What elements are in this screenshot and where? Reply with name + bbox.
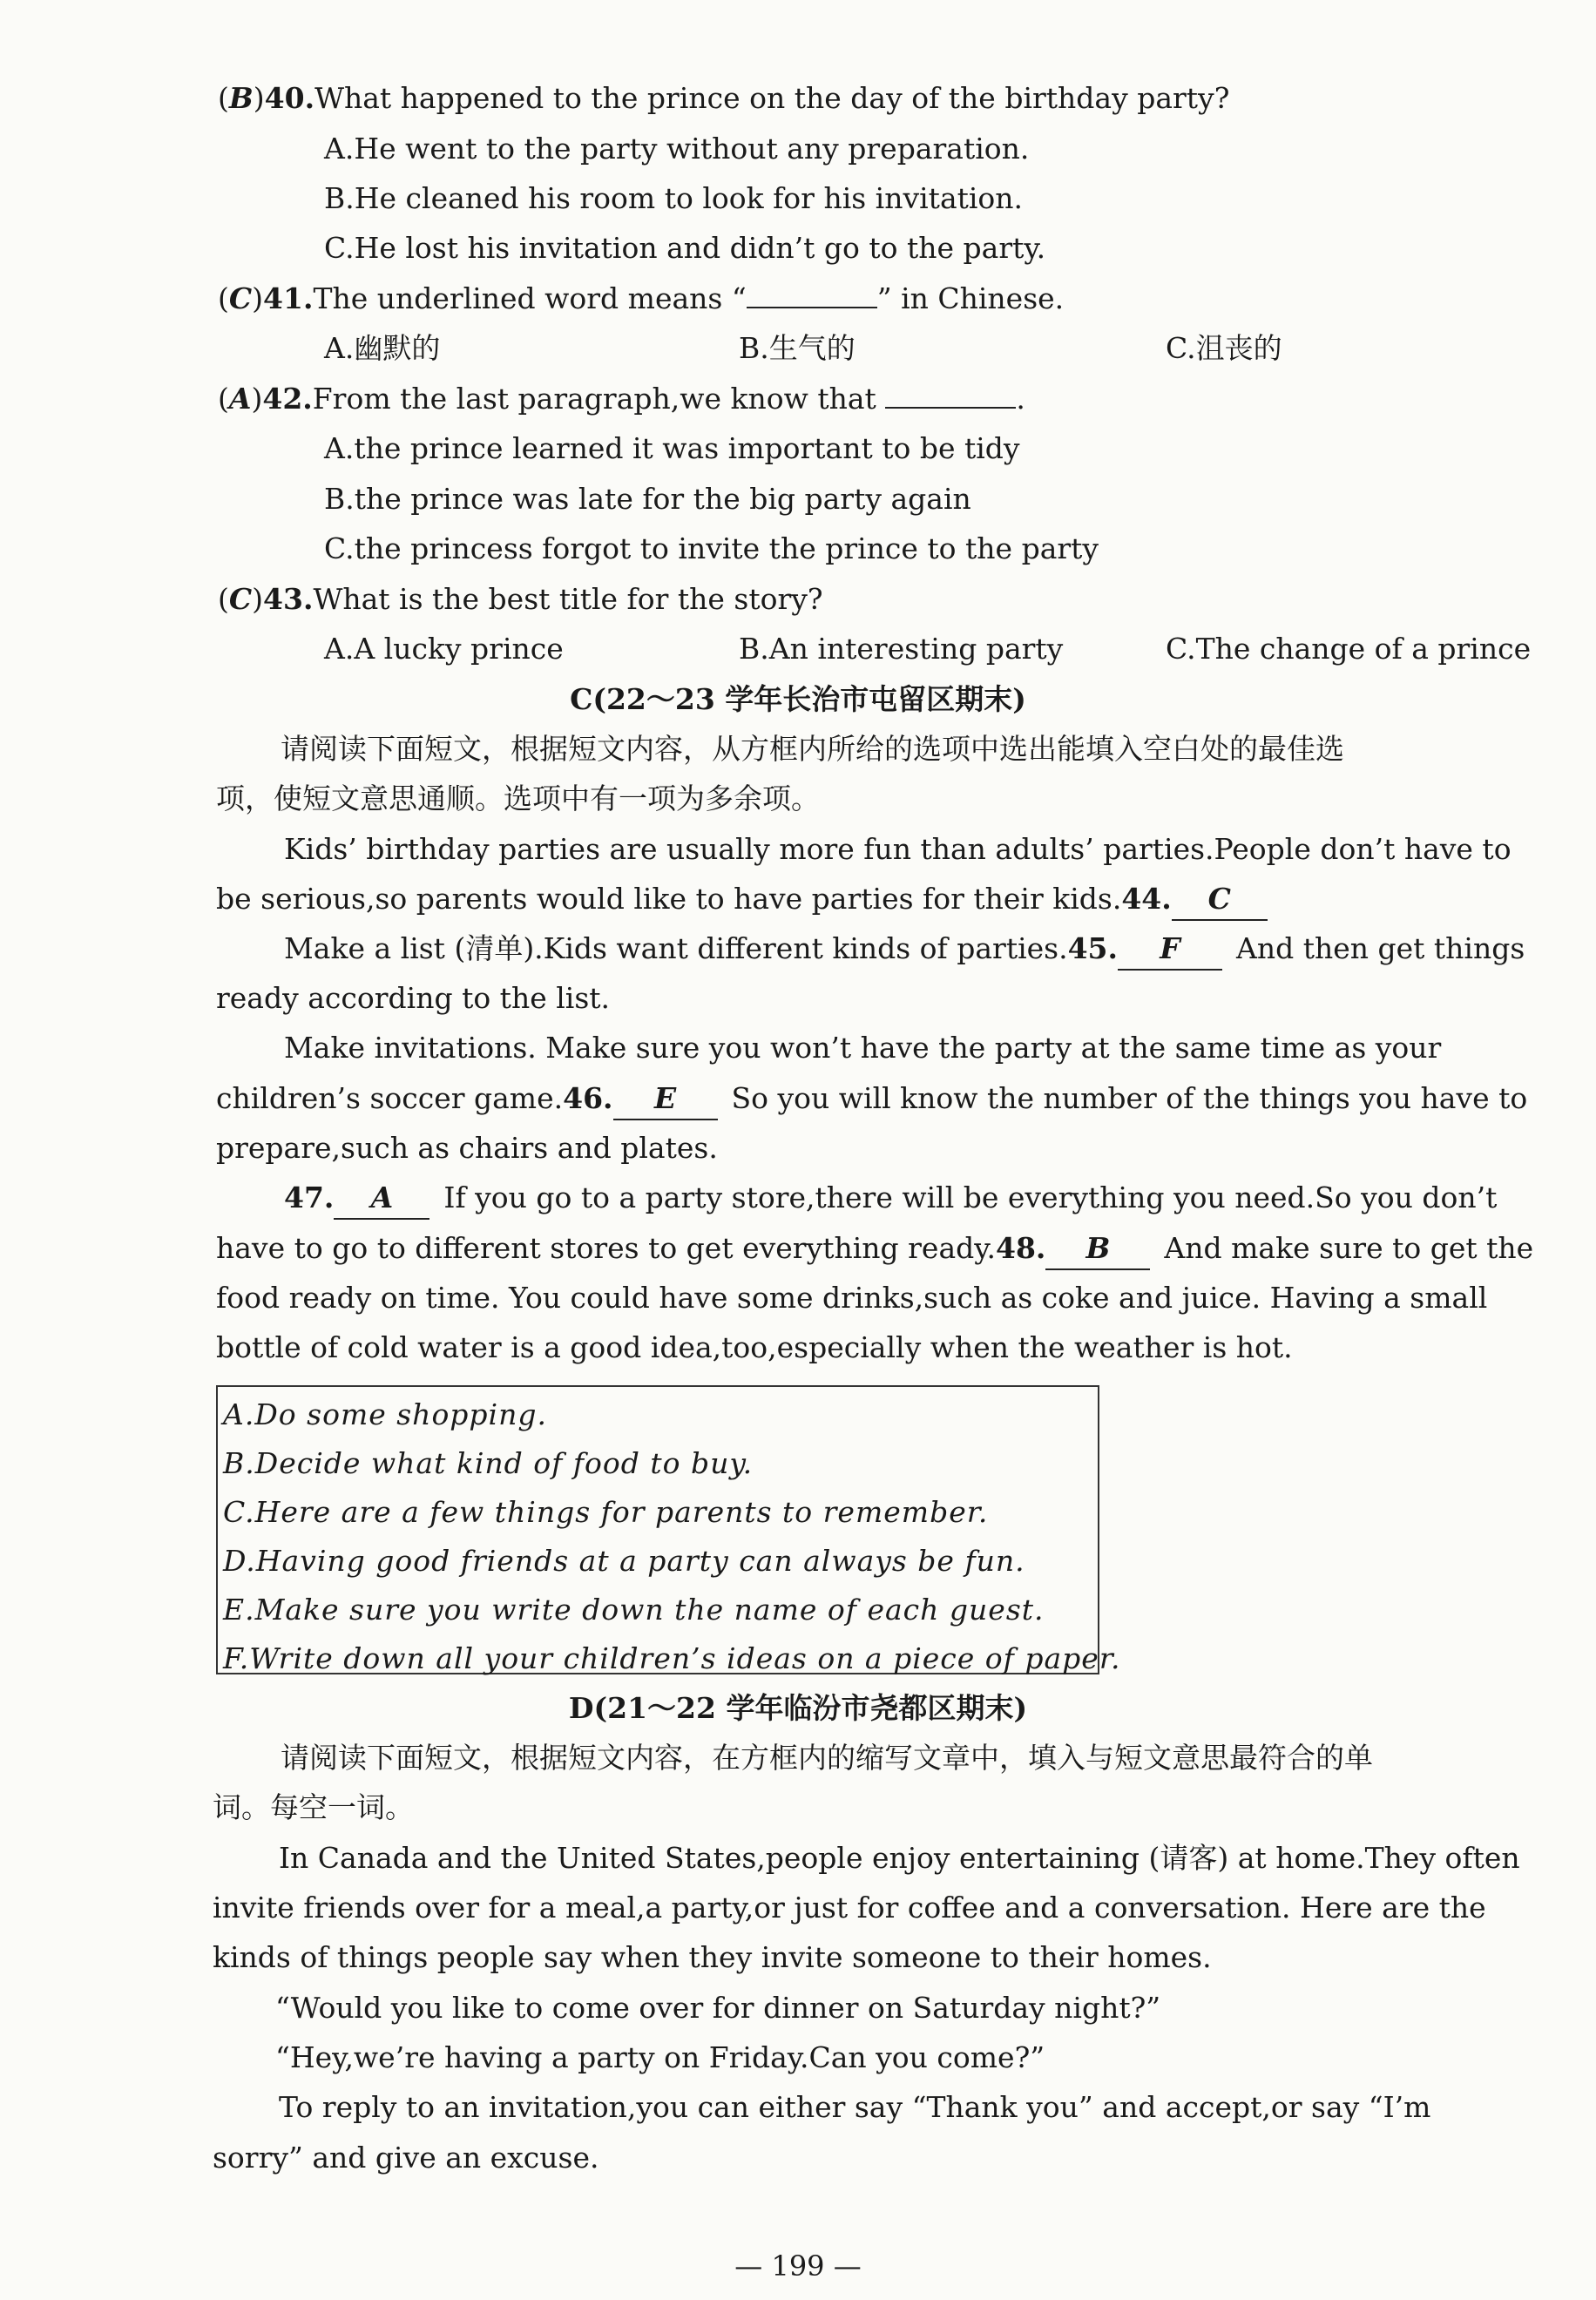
q43-option-c: C.The change of a prince: [1166, 632, 1532, 666]
q42-option-b: B.the prince was late for the big party again: [324, 482, 971, 516]
d-para1-line2: invite friends over for a meal,a party,or just for coffee and a conversation. Here are the: [213, 1891, 1486, 1925]
box-option-f: F.Write down all your children’s ideas on a piece of paper.: [223, 1641, 1121, 1675]
c-para4-line3: food ready on time. You could have some drinks,such as coke and juice. Having a small: [216, 1281, 1488, 1315]
q41-option-a: A.幽默的: [324, 331, 441, 365]
section-d-heading: D(21～22 学年临汾市尧都区期末): [568, 1691, 1028, 1725]
box-option-b: B.Decide what kind of food to buy.: [223, 1446, 754, 1480]
c-para3-line3: prepare,such as chairs and plates.: [216, 1131, 718, 1165]
d-para1-line3: kinds of things people say when they invite someone to their homes.: [213, 1940, 1212, 1974]
c-para2-line1: Make a list (清单).Kids want different kinds of parties.45. F And then get things: [284, 929, 1525, 971]
q41-option-b: B.生气的: [739, 331, 855, 365]
section-d-instruction-2: 词。每空一词。: [213, 1790, 414, 1824]
q40-option-b: B.He cleaned his room to look for his invitation.: [324, 181, 1024, 215]
q42-option-c: C.the princess forgot to invite the prince to the party: [324, 531, 1099, 565]
section-d-instruction-1: 请阅读下面短文，根据短文内容，在方框内的缩写文章中，填入与短文意思最符合的单: [281, 1741, 1373, 1775]
q42-option-a: A.the prince learned it was important to be tidy: [324, 431, 1020, 465]
answer-45: F: [1118, 929, 1222, 971]
section-c-heading: C(22～23 学年长治市屯留区期末): [570, 682, 1026, 716]
q43-option-b: B.An interesting party: [739, 632, 1064, 666]
section-c-instruction-1: 请阅读下面短文，根据短文内容，从方框内所给的选项中选出能填入空白处的最佳选: [281, 732, 1344, 766]
question-42: (A)42.From the last paragraph,we know that .: [218, 382, 1025, 416]
q43-option-a: A.A lucky prince: [324, 632, 564, 666]
c-para1-line2: be serious,so parents would like to have parties for their kids.44. C: [216, 879, 1268, 921]
blank-line: [747, 281, 877, 308]
question-40: (B)40.What happened to the prince on the day of the birthday party?: [218, 81, 1230, 115]
question-43: (C)43.What is the best title for the story?: [218, 582, 823, 616]
box-option-e: E.Make sure you write down the name of each guest.: [223, 1593, 1045, 1627]
c-para2-line2: ready according to the list.: [216, 981, 611, 1015]
q41-option-c: C.沮丧的: [1166, 331, 1282, 365]
options-box: [216, 1385, 1121, 1675]
question-41: (C)41.The underlined word means “ ” in Chinese.: [218, 281, 1065, 315]
answer-44: C: [1172, 879, 1268, 921]
answer-46: E: [613, 1079, 718, 1120]
answer-48: B: [1045, 1228, 1150, 1270]
answer-40: B: [228, 81, 254, 115]
q40-option-a: A.He went to the party without any preparation.: [324, 132, 1030, 166]
d-para2-line1: To reply to an invitation,you can either say “Thank you” and accept,or say “I’m: [279, 2090, 1431, 2124]
box-option-d: D.Having good friends at a party can always be fun.: [223, 1544, 1025, 1578]
c-para3-line2: children’s soccer game.46. E So you will know the number of the things you have to: [216, 1079, 1527, 1120]
blank-line: [885, 381, 1016, 409]
box-option-c: C.Here are a few things for parents to remember.: [223, 1495, 989, 1529]
d-para1-line1: In Canada and the United States,people enjoy entertaining (请客) at home.They often: [279, 1841, 1520, 1875]
answer-47: A: [334, 1178, 429, 1220]
c-para4-line2: have to go to different stores to get everything ready.48. B And make sure to get the: [216, 1228, 1533, 1270]
box-option-a: A.Do some shopping.: [223, 1397, 547, 1431]
c-para3-line1: Make invitations. Make sure you won’t have the party at the same time as your: [284, 1031, 1442, 1065]
d-quote-1: “Would you like to come over for dinner on Saturday night?”: [275, 1991, 1161, 2025]
q40-option-c: C.He lost his invitation and didn’t go to the party.: [324, 231, 1046, 265]
page-number: — 199 —: [734, 2249, 862, 2283]
c-para1-line1: Kids’ birthday parties are usually more fun than adults’ parties.People don’t have to: [284, 832, 1511, 866]
d-para2-line2: sorry” and give an excuse.: [213, 2141, 599, 2175]
c-para4-line1: 47. A If you go to a party store,there will be everything you need.So you don’t: [284, 1178, 1497, 1220]
c-para4-line4: bottle of cold water is a good idea,too,especially when the weather is hot.: [216, 1330, 1293, 1364]
d-quote-2: “Hey,we’re having a party on Friday.Can you come?”: [275, 2040, 1045, 2074]
section-c-instruction-2: 项，使短文意思通顺。选项中有一项为多余项。: [216, 781, 820, 815]
